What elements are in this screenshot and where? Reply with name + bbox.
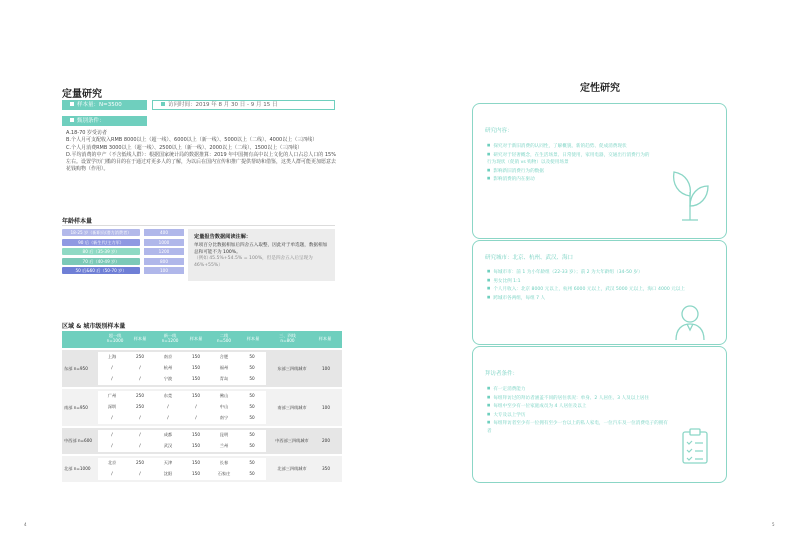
tier-city-label: 南部三四线城市 <box>277 404 307 410</box>
region-label: 北部 n=1000 <box>64 466 91 471</box>
person-icon <box>673 303 707 341</box>
region-cell: / <box>167 415 169 420</box>
region-cell: 合肥 <box>219 354 229 359</box>
age-row <box>62 248 184 255</box>
region-cell: 50 <box>249 393 255 398</box>
tier-city-value: 350 <box>322 466 330 471</box>
region-cell: 中山 <box>219 404 229 409</box>
visit-item: ■ 每组拜访过的拜访者涵盖不同的居住状况：单身、2 人居住、3 人及以上居住 <box>487 394 672 403</box>
age-row <box>62 239 184 246</box>
condition-item: C.个人月消费RMB 3000以上（超一线）、2500以上（新一线）、2000以上（二线）、1500以上（三四线） <box>66 144 303 151</box>
square-bullet-icon <box>161 102 165 106</box>
visit-item: ■ 大专及以上学历 <box>487 411 672 420</box>
region-cell: / <box>139 443 141 448</box>
region-cell: 50 <box>249 432 255 437</box>
city-item: ■ 男女比例 1:1 <box>487 277 715 286</box>
page-number-left: 4 <box>24 522 27 527</box>
region-cell: 150 <box>192 376 200 381</box>
region-cell: 广州 <box>107 393 117 398</box>
header-sample: 样本量 <box>189 336 203 341</box>
header-sample: 样本量 <box>246 336 260 341</box>
research-item: ■ 研究对于轻奢概念，在生活场景、日常使用，家用电器，交通出行消费行为的行为现状（促销 vs 购物）以及使用场景 <box>487 151 652 167</box>
left-page-title: 定量研究 <box>62 89 102 100</box>
region-cell: / <box>195 404 197 409</box>
age-row <box>62 267 184 274</box>
tier-city-value: 100 <box>322 365 330 371</box>
tier-city-value: 200 <box>322 438 330 443</box>
city-item: ■ 跨城市各两组，每组 7 人 <box>487 294 715 303</box>
region-label: 东部 n=950 <box>64 365 88 371</box>
city-label: 研究城市：北京、杭州、武汉、海口 <box>485 255 574 261</box>
header-tier34: 三、四线 n=800 <box>279 333 296 343</box>
region-cell: / <box>111 376 113 381</box>
region-cell: / <box>139 376 141 381</box>
plant-icon <box>668 166 712 222</box>
visit-list <box>487 385 672 435</box>
region-cell: / <box>111 365 113 370</box>
research-item: ■ 探究对于新旧消费的认同性，了解概貌、新的趋势、促成消费现状 <box>487 142 652 151</box>
visitor-condition-panel <box>472 346 727 483</box>
region-cell: 佛山 <box>219 393 229 398</box>
region-cell: 武汉 <box>163 443 173 448</box>
note-text: 单项百分比数据相加后四舍五入取整，因此对于单选题，数据相加总和可能不为 100%。 <box>194 243 328 255</box>
age-label: 80 后（35-39 岁） <box>62 248 140 255</box>
right-page-title: 定性研究 <box>580 83 620 94</box>
age-table <box>62 229 184 274</box>
age-row <box>62 229 184 236</box>
tier-city-value: 100 <box>322 404 330 410</box>
age-value: 800 <box>144 258 184 265</box>
note-title: 定量报告数据阅读注解： <box>194 234 252 240</box>
region-cell: / <box>111 471 113 476</box>
header-tier1: 超一线 n=1000 <box>106 333 124 343</box>
region-cell: 宁波 <box>163 376 173 381</box>
region-cell: 50 <box>249 404 255 409</box>
region-cell: / <box>111 432 113 437</box>
age-label: 70 后（40-49 岁） <box>62 258 140 265</box>
age-section-title: 年龄样本量 <box>62 218 93 225</box>
visit-label: 拜访者条件： <box>485 371 519 377</box>
region-cell: 东莞 <box>163 393 173 398</box>
city-list <box>487 268 715 302</box>
region-cell: 福州 <box>219 365 229 370</box>
region-cell: 150 <box>192 354 200 359</box>
region-cell: 50 <box>249 471 255 476</box>
region-cell: 长春 <box>219 460 229 465</box>
region-cell: 150 <box>192 432 200 437</box>
region-cell: 上海 <box>107 354 117 359</box>
region-cell: 50 <box>249 415 255 420</box>
region-cell: / <box>111 415 113 420</box>
region-cell: 150 <box>192 460 200 465</box>
region-cell: / <box>139 432 141 437</box>
region-cell: 深圳 <box>107 404 117 409</box>
region-cell: 250 <box>136 354 144 359</box>
header-tier2: 二线 n=500 <box>216 333 232 343</box>
region-cell: 150 <box>192 393 200 398</box>
region-cell: 石家庄 <box>217 471 231 476</box>
header-sample: 样本量 <box>133 336 147 341</box>
region-cell: 南京 <box>163 354 173 359</box>
research-city-panel <box>472 240 727 345</box>
condition-item: B.个人月可支配收入RMB 8000以上（超一线）、6000以上（新一线）、5000以上（二线）、4000以上（三四线） <box>66 137 318 144</box>
region-cell: / <box>139 471 141 476</box>
region-cell: / <box>111 443 113 448</box>
visit-period-bar: 访问时间：2019 年 8 月 30 日 - 9 月 15 日 <box>152 100 335 110</box>
region-group <box>62 350 342 387</box>
square-bullet-icon <box>70 118 74 122</box>
region-group <box>62 456 342 482</box>
age-value: 1200 <box>144 248 184 255</box>
region-cell: 50 <box>249 460 255 465</box>
conditions-list <box>66 130 336 174</box>
note-sub: （例如 45.5%+54.5% = 100%，但是四舍五入后呈现为 46%+55%） <box>194 256 313 268</box>
region-cell: / <box>195 415 197 420</box>
region-cell: 杭州 <box>163 365 173 370</box>
visit-item: ■ 有一定消费能力 <box>487 385 672 394</box>
clipboard-icon <box>681 427 709 465</box>
sample-size-bar: 样本量：N=3500 <box>62 100 147 110</box>
research-content-panel <box>472 103 727 239</box>
region-cell: 150 <box>192 443 200 448</box>
region-cell: 250 <box>136 460 144 465</box>
region-section-title: 区域 & 城市级别样本量 <box>62 323 126 330</box>
region-cell: 北京 <box>107 460 117 465</box>
age-row <box>62 258 184 265</box>
age-value: 100 <box>144 267 184 274</box>
region-cell: 沈阳 <box>163 471 173 476</box>
age-label: 90 后（新生代/主力军） <box>62 239 140 246</box>
age-value: 400 <box>144 229 184 236</box>
header-sample: 样本量 <box>318 336 332 341</box>
tier-city-label: 北部三四线城市 <box>277 466 307 471</box>
region-label: 南部 n=950 <box>64 404 88 410</box>
age-value: 1000 <box>144 239 184 246</box>
region-cell: 南宁 <box>219 415 229 420</box>
age-label: 50 后&60 后（50-70 岁） <box>62 267 140 274</box>
region-cell: / <box>139 415 141 420</box>
region-cell: 青岛 <box>219 376 229 381</box>
age-divider <box>62 225 335 226</box>
tier-city-label: 东部三四线城市 <box>277 365 307 371</box>
tier-city-label: 中西部三四线城市 <box>275 438 309 443</box>
visit-item: ■ 每组中至少有一位家庭成员为 4 人居住及以上 <box>487 402 672 411</box>
region-cell: / <box>139 365 141 370</box>
condition-item: A.18-70 岁受访者 <box>66 130 108 136</box>
region-cell: 兰州 <box>219 443 229 448</box>
region-cell: 成都 <box>163 432 173 437</box>
data-note-box <box>188 229 335 281</box>
header-new-tier1: 新一线 n=1200 <box>161 333 179 343</box>
city-item: ■ 个人月收入：北京 8000 元以上，杭州 6000 元以上，武汉 5000 元以上，海口 4000 元以上 <box>487 285 715 294</box>
region-cell: 天津 <box>163 460 173 465</box>
visit-item: ■ 每组拜访者至少有一位拥有至少一台以上的私人家电，一位汽车及一位消费电子的拥有者 <box>487 419 672 435</box>
region-cell: 50 <box>249 365 255 370</box>
region-group <box>62 428 342 454</box>
research-label: 研究内容： <box>485 128 513 134</box>
age-label: 18-25 岁（新职员/潜力消费者） <box>62 229 140 236</box>
condition-item: D.平均消费的中产（不含低线人群）：根据国家统计局的数据推算：2019 年中国拥有高中以上文化的人口占总人口的 15% 左右。设置学历门槛的目的在于通过对更多人的了解，为以后在国内宣传和推广提供帮助和借鉴，这类人群可能更加愿意去花钱购物（作用）。 <box>66 151 337 173</box>
region-cell: 昆明 <box>219 432 229 437</box>
region-cell: 250 <box>136 404 144 409</box>
research-item: ■ 影响消费的内在驱动 <box>487 175 652 184</box>
research-list <box>487 142 652 184</box>
region-label: 中西部 n=600 <box>64 438 93 443</box>
research-item: ■ 影响新旧消费行为的数据 <box>487 167 652 176</box>
region-cell: / <box>167 404 169 409</box>
region-cell: 50 <box>249 443 255 448</box>
region-cell: 50 <box>249 376 255 381</box>
region-group <box>62 389 342 426</box>
region-cell: 50 <box>249 354 255 359</box>
square-bullet-icon <box>70 102 74 106</box>
region-cell: 150 <box>192 365 200 370</box>
region-cell: 250 <box>136 393 144 398</box>
page-number-right: 5 <box>772 522 775 527</box>
region-cell: 150 <box>192 471 200 476</box>
city-item: ■ 每城市市：前 1 为小年龄组（22-33 岁）；前 2 为大年龄组（34-50 岁） <box>487 268 715 277</box>
conditions-bar: 甄别条件： <box>62 116 147 126</box>
